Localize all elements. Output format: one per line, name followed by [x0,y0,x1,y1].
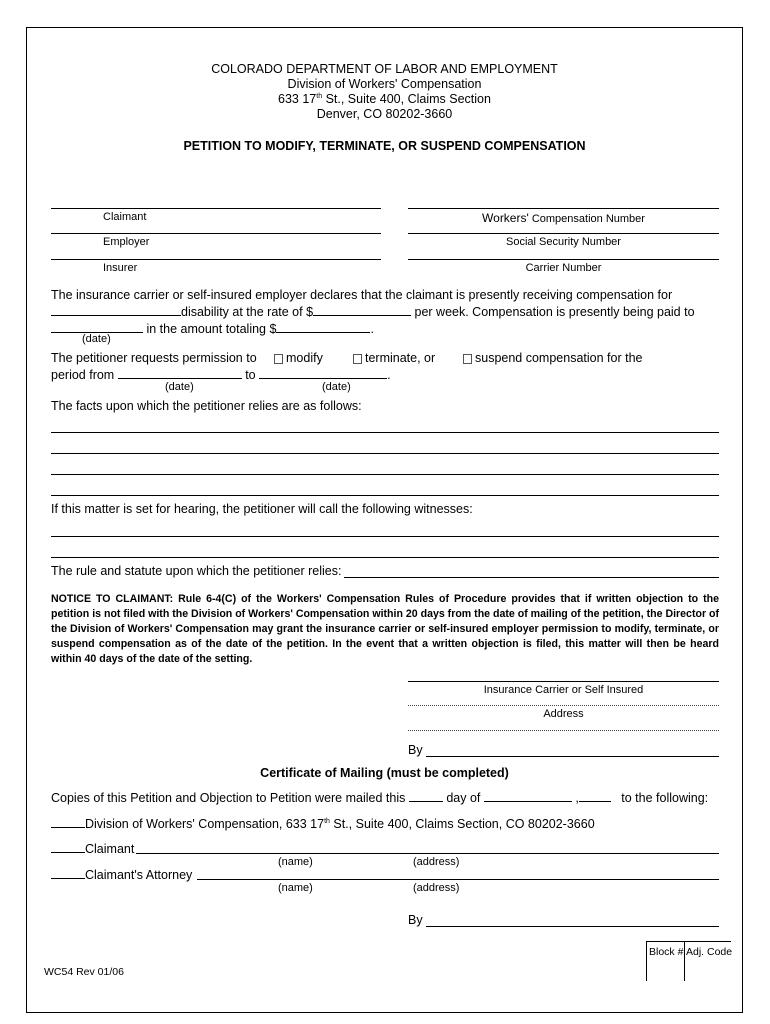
paid-to-date-field[interactable] [51,320,143,333]
form-id: WC54 Rev 01/06 [44,966,124,978]
insurer-label: Insurer [103,262,138,274]
witnesses-line-2[interactable] [51,557,719,558]
ssn-label: Social Security Number [506,236,621,248]
ssn-field[interactable] [408,233,719,234]
division-recipient-line: Division of Workers' Compensation, 633 17th St., Suite 400, Claims Section, CO 80202-3660 [51,815,595,831]
agency-address-line1: 633 17th St., Suite 400, Claims Section [278,92,491,106]
office-box-left [646,941,647,981]
disability-type-field[interactable] [51,303,181,316]
from-date-label: (date) [165,381,194,393]
by-signature-field[interactable] [426,756,719,757]
to-date-label: (date) [322,381,351,393]
modify-checkbox[interactable] [274,354,283,364]
claimant-field[interactable] [51,208,381,209]
by-label: By [408,743,423,757]
wc-number-label: Workers' Compensation Number [482,211,645,225]
suspend-option[interactable]: suspend compensation for the [463,351,642,365]
period-to-field[interactable] [259,366,387,379]
mail-day-field[interactable] [409,789,443,802]
claimant-name-address-field[interactable] [136,853,719,854]
rule-label: The rule and statute upon which the petitioner relies: [51,564,342,578]
claimant-address-label: (address) [413,856,460,868]
period-from-field[interactable] [118,366,242,379]
witnesses-label: If this matter is set for hearing, the petitioner will call the following witnesses: [51,502,473,516]
declaration-paragraph: The insurance carrier or self-insured employer declares that the claimant is presently receiving compensation for disability at the rate of $ per week. Compensation is presently being paid to in the amount totaling $ . [51,288,695,336]
employer-field[interactable] [51,233,381,234]
terminate-checkbox[interactable] [353,354,362,364]
attorney-address-label: (address) [413,882,460,894]
block-number-label: Block # [649,946,684,958]
claimant-recipient-line: Claimant [51,840,134,856]
notice-to-claimant: NOTICE TO CLAIMANT: Rule 6-4(C) of the Workers' Compensation Rules of Procedure provides that if written objection to the petition is not filed with the Division of Workers' Compensation within 20 days from the date of mailing of the petition, the Director of the Division of Workers' Compensation may grant the insurance carrier or self-insured employer permission to modify, terminate, or suspend compensation as of the date of the petition. In the event that a written objection is filed, this matter will then be heard within 40 days of the date of the setting. [51,593,720,665]
certificate-title: Certificate of Mailing (must be completed) [260,766,509,780]
facts-line-2[interactable] [51,453,719,454]
mail-year-field[interactable] [579,789,611,802]
witnesses-line-1[interactable] [51,536,719,537]
certificate-by-signature-field[interactable] [426,926,719,927]
insurer-signature-field[interactable] [408,681,719,682]
adj-code-label: Adj. Code [686,946,733,958]
agency-name: COLORADO DEPARTMENT OF LABOR AND EMPLOYMENT [211,62,558,76]
certificate-by-label: By [408,913,423,927]
address-label: Address [543,708,584,720]
suspend-checkbox[interactable] [463,354,472,364]
rule-field[interactable] [344,577,719,578]
carrier-number-field[interactable] [408,259,719,260]
attorney-name-label: (name) [278,882,313,894]
attorney-check-field[interactable] [51,866,85,879]
attorney-name-address-field[interactable] [197,879,719,880]
copies-line: Copies of this Petition and Objection to Petition were mailed this day of , to the following: [51,791,709,805]
wc-number-field[interactable] [408,208,719,209]
insurer-field[interactable] [51,259,381,260]
facts-label: The facts upon which the petitioner relies are as follows: [51,399,362,413]
modify-option[interactable]: modify [274,351,323,365]
amount-total-field[interactable] [276,320,370,333]
division-check-field[interactable] [51,815,85,828]
address-field-2[interactable] [408,730,719,731]
division-name: Division of Workers' Compensation [287,77,482,91]
facts-line-3[interactable] [51,474,719,475]
claimant-check-field[interactable] [51,840,85,853]
address-field[interactable] [408,705,719,706]
office-box-divider [684,941,685,981]
weekly-rate-field[interactable] [313,303,411,316]
claimant-name-label: (name) [278,856,313,868]
period-from-line: period from to . [51,368,391,382]
employer-label: Employer [103,236,150,248]
claimant-label: Claimant [103,211,147,223]
insurer-signature-label: Insurance Carrier or Self Insured [483,684,644,696]
terminate-option[interactable]: terminate, or [353,351,435,365]
request-intro: The petitioner requests permission to [51,351,257,365]
carrier-number-label: Carrier Number [525,262,602,274]
form-title: PETITION TO MODIFY, TERMINATE, OR SUSPEND COMPENSATION [183,139,586,153]
facts-line-1[interactable] [51,432,719,433]
agency-address-line2: Denver, CO 80202-3660 [316,107,453,121]
mail-month-field[interactable] [484,789,572,802]
date-label: (date) [82,333,111,345]
attorney-recipient-line: Claimant's Attorney [51,866,192,882]
office-box-top [646,941,731,942]
facts-line-4[interactable] [51,495,719,496]
